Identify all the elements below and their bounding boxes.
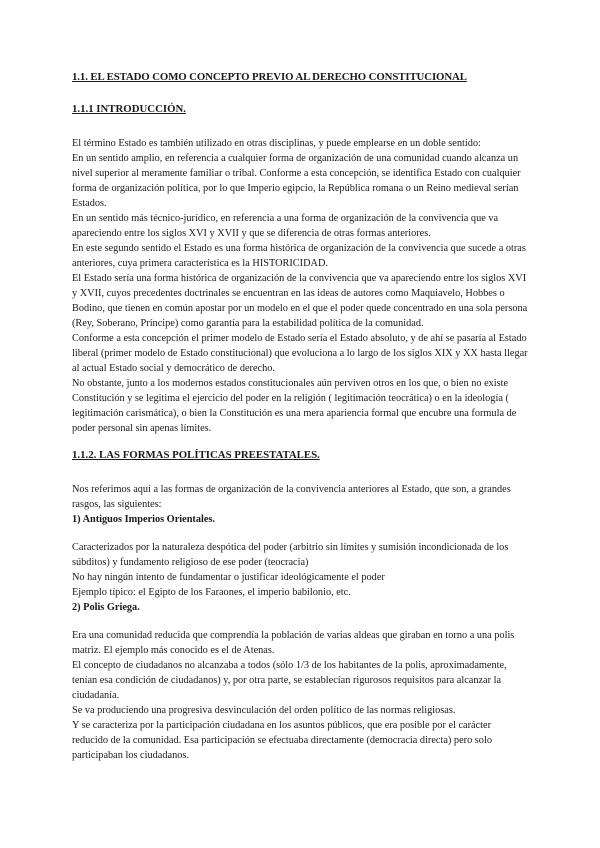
- paragraph: Ejemplo típico: el Egipto de los Faraones, el imperio babilonio, etc.: [72, 587, 351, 598]
- paragraph: Caracterizados por la naturaleza despótica del poder (arbitrio sin límites y sumisión incondicionada de los súbditos) y fundamento religioso de ese poder (teocracia): [72, 542, 509, 568]
- document-body: [72, 70, 528, 763]
- subheading-polis-griega: 2) Polis Griega.: [72, 602, 140, 613]
- paragraph: Era una comunidad reducida que comprendía la población de varias aldeas que giraban en torno a una polis matriz. El ejemplo más conocido es el de Atenas.: [72, 630, 515, 656]
- paragraph: Conforme a esta concepción el primer modelo de Estado sería el Estado absoluto, y de ahí se pasaría al Estado liberal (primer modelo de Estado constitucional) que evoluciona a lo largo de los siglos XIX y XX hasta llegar al actual Estado social y democrático de derecho.: [72, 333, 528, 374]
- paragraph: Se va produciendo una progresiva desvinculación del orden político de las normas religiosas.: [72, 705, 456, 716]
- paragraph: Y se caracteriza por la participación ciudadana en los asuntos públicos, que era posible por el carácter reducido de la comunidad. Esa participación se efectuaba directamente (democracia directa) pero solo participaban los ciudadanos.: [72, 720, 492, 761]
- paragraph: En un sentido amplio, en referencia a cualquier forma de organización de una comunidad cuando alcanza un nivel superior al meramente familiar o tribal. Conforme a esta concepción, se identifica Estado con cualquier forma de organización política, por lo que Imperio egipcio, la República romana o un Reino medieval serían Estados.: [72, 153, 521, 209]
- paragraph: No hay ningún intento de fundamentar o justificar ideológicamente el poder: [72, 572, 385, 583]
- section-heading-formas-preestatales: 1.1.2. LAS FORMAS POLÍTICAS PREESTATALES.: [72, 449, 320, 461]
- paragraph: Nos referimos aquí a las formas de organización de la convivencia anteriores al Estado, que son, a grandes rasgos, las siguientes:: [72, 484, 511, 510]
- paragraph: En este segundo sentido el Estado es una forma histórica de organización de la convivencia que sucede a otras anteriores, cuya primera característica es la HISTORICIDAD.: [72, 243, 526, 269]
- paragraph: No obstante, junto a los modernos estados constitucionales aún perviven otros en los que, o bien no existe Constitución y se legitima el ejercicio del poder en la religión ( legitimación teocrática) o en la ideología ( legitimación carismática), o bien la Constitución es una mera apariencia formal que encubre una formula de poder personal sin apenas límites.: [72, 378, 517, 434]
- section-heading-introduccion: 1.1.1 INTRODUCCIÓN.: [72, 103, 186, 115]
- paragraph: En un sentido más técnico-jurídico, en referencia a una forma de organización de la convivencia que va apareciendo entre los siglos XVI y XVII y que se diferencia de otras formas anteriores.: [72, 213, 499, 239]
- paragraph: El concepto de ciudadanos no alcanzaba a todos (sólo 1/3 de los habitantes de la polis, aproximadamente, tenían esa condición de ciudadanos) y, por otra parte, se establecían rigurosos requisitos para alcanzar la ciudadanía.: [72, 660, 507, 701]
- paragraph: El término Estado es también utilizado en otras disciplinas, y puede emplearse en un doble sentido:: [72, 138, 481, 149]
- paragraph: El Estado sería una forma histórica de organización de la convivencia que va apareciendo entre los siglos XVI y XVII, cuyos precedentes doctrinales se encuentran en las ideas de autores como Maquiavelo, Hobbes o Bodino, que tienen en común apostar por un modelo en el que el poder quede concentrado en una sola persona (Rey, Soberano, Príncipe) como garantía para la estabilidad política de la comunidad.: [72, 273, 528, 329]
- document-title: 1.1. EL ESTADO COMO CONCEPTO PREVIO AL DERECHO CONSTITUCIONAL: [72, 71, 467, 83]
- subheading-imperios-orientales: 1) Antiguos Imperios Orientales.: [72, 514, 216, 525]
